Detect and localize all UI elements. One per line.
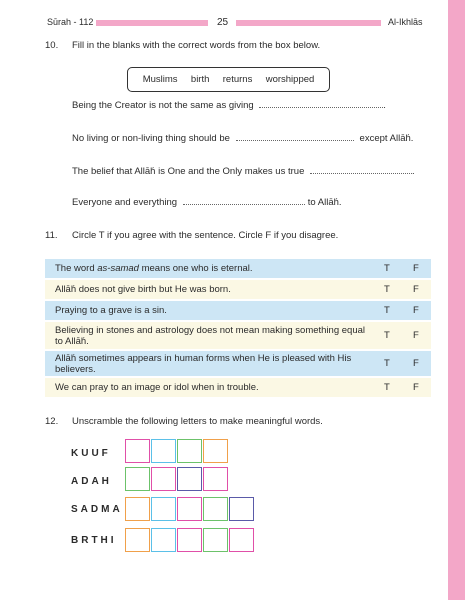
question-number: 12.	[45, 416, 59, 427]
word-box-item: Muslims	[142, 74, 178, 85]
scrambled-word: BRTHI	[71, 535, 117, 546]
sentence-text: Being the Creator is not the same as giving	[72, 100, 254, 111]
false-option[interactable]: F	[413, 305, 419, 316]
tf-statement: Allāh́ sometimes appears in human forms when He is pleased with His believers.	[55, 352, 352, 375]
tf-statement: We can pray to an image or idol when in trouble.	[55, 382, 259, 393]
true-option[interactable]: T	[384, 358, 390, 369]
tf-statement: Praying to a grave is a sin.	[55, 305, 167, 316]
question-text: Fill in the blanks with the correct words from the box below.	[72, 40, 321, 51]
word-box	[127, 67, 330, 92]
word-box-item: returns	[222, 74, 253, 85]
tf-row	[45, 259, 431, 278]
sentence-end: .	[383, 100, 386, 111]
letter-box[interactable]	[151, 439, 176, 463]
blank-field[interactable]	[236, 132, 354, 141]
tf-row	[45, 280, 431, 299]
header-bar-left	[96, 20, 208, 26]
letter-box[interactable]	[229, 528, 254, 552]
blank-field[interactable]	[259, 99, 383, 108]
true-option[interactable]: T	[384, 330, 390, 341]
true-false-table	[45, 259, 431, 399]
tf-row	[45, 301, 431, 320]
tf-row	[45, 351, 431, 376]
scrambled-word: SADMA	[71, 504, 123, 515]
question-number: 11.	[45, 230, 58, 241]
false-option[interactable]: F	[413, 382, 419, 393]
true-option[interactable]: T	[384, 305, 390, 316]
true-option[interactable]: T	[384, 263, 390, 274]
false-option[interactable]: F	[413, 358, 419, 369]
blank-field[interactable]	[310, 165, 412, 174]
letter-box[interactable]	[177, 497, 202, 521]
answer-grid	[125, 467, 228, 491]
page-header	[0, 0, 448, 34]
sentence-text: The belief that Allāh́ is One and the Only makes us true	[72, 166, 305, 177]
fill-sentence	[72, 99, 386, 111]
true-option[interactable]: T	[384, 382, 390, 393]
side-decor-bar	[448, 0, 465, 600]
sentence-text: Everyone and everything	[72, 197, 178, 208]
scrambled-word: ADAH	[71, 476, 112, 487]
fill-sentence	[72, 132, 413, 144]
page-number: 25	[217, 17, 229, 28]
letter-box[interactable]	[125, 497, 150, 521]
question-text: Circle T if you agree with the sentence. Circle F if you disagree.	[72, 230, 339, 241]
letter-box[interactable]	[177, 528, 202, 552]
fill-sentence	[72, 196, 342, 208]
letter-box[interactable]	[203, 439, 228, 463]
surah-name: Al-Ikhlās	[388, 17, 423, 27]
question-number: 10.	[45, 40, 59, 51]
letter-box[interactable]	[125, 439, 150, 463]
letter-box[interactable]	[203, 467, 228, 491]
letter-box[interactable]	[203, 528, 228, 552]
false-option[interactable]: F	[413, 263, 419, 274]
surah-label: Sūrah - 112	[47, 17, 94, 27]
header-bar-right	[236, 20, 381, 26]
tf-statement: The word as-samad means one who is eternal.	[55, 263, 253, 274]
letter-box[interactable]	[177, 467, 202, 491]
sentence-end: .	[412, 166, 415, 177]
tf-row	[45, 322, 431, 349]
letter-box[interactable]	[125, 467, 150, 491]
false-option[interactable]: F	[413, 284, 419, 295]
letter-box[interactable]	[229, 497, 254, 521]
letter-box[interactable]	[151, 467, 176, 491]
false-option[interactable]: F	[413, 330, 419, 341]
letter-box[interactable]	[125, 528, 150, 552]
letter-box[interactable]	[203, 497, 228, 521]
letter-box[interactable]	[177, 439, 202, 463]
fill-sentence	[72, 165, 415, 177]
sentence-end: to Allāh́.	[307, 197, 342, 208]
scrambled-word: KUUF	[71, 448, 111, 459]
answer-grid	[125, 528, 254, 552]
letter-box[interactable]	[151, 528, 176, 552]
true-option[interactable]: T	[384, 284, 390, 295]
tf-statement: Allāh́ does not give birth but He was born.	[55, 284, 231, 295]
blank-field[interactable]	[183, 196, 305, 205]
sentence-end: except Allāh́.	[359, 133, 414, 144]
tf-statement: Believing in stones and astrology does not mean making something equal to Allāh́.	[55, 324, 365, 347]
answer-grid	[125, 439, 228, 463]
tf-row	[45, 378, 431, 397]
answer-grid	[125, 497, 254, 521]
question-text: Unscramble the following letters to make meaningful words.	[72, 416, 323, 427]
word-box-item: worshipped	[265, 74, 315, 85]
letter-box[interactable]	[151, 497, 176, 521]
sentence-text: No living or non-living thing should be	[72, 133, 230, 144]
word-box-item: birth	[190, 74, 210, 85]
